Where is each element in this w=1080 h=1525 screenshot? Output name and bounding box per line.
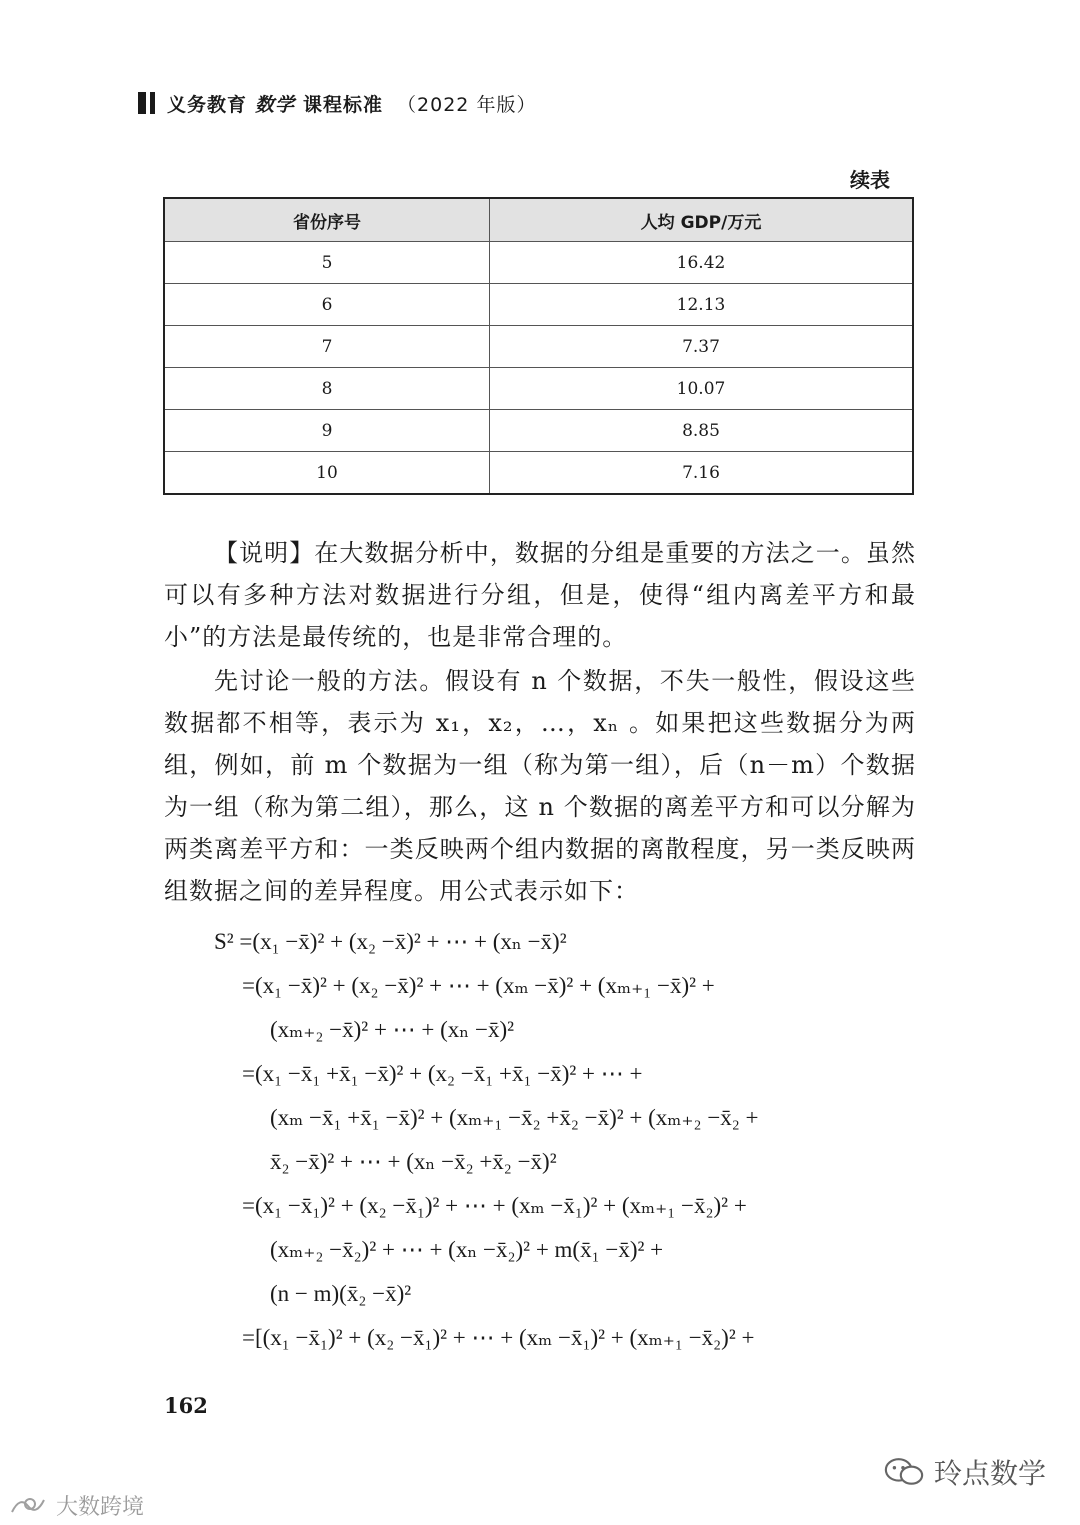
page-number: 162 (164, 1393, 208, 1418)
cell-gdp: 7.16 (490, 452, 914, 495)
header-title-suffix: 课程标准 (303, 93, 384, 116)
watermark-right-text: 玲点数学 (933, 1457, 1046, 1490)
cell-gdp: 8.85 (490, 410, 914, 452)
equation-line: (xₘ₊₂ −x̄₂)² + ⋯ + (xₙ −x̄₂)² + m(x̄₁ −x̄)² + (270, 1237, 664, 1262)
equation-line: (xₘ₊₂ −x̄)² + ⋯ + (xₙ −x̄)² (270, 1017, 515, 1042)
watermark-logo-icon (8, 1494, 48, 1518)
explanation-label: 【说明】 (214, 539, 315, 567)
equation-line: (xₘ −x̄₁ +x̄₁ −x̄)² + (xₘ₊₁ −x̄₂ +x̄₂ −x̄)² + (xₘ₊₂ −x̄₂ + (270, 1105, 759, 1130)
table-row (164, 410, 913, 452)
wechat-icon (882, 1456, 926, 1488)
header-title-prefix: 义务教育 (167, 93, 248, 116)
table-row (164, 284, 913, 326)
header-bar-thick (138, 92, 146, 114)
equation-line: =[(x₁ −x̄₁)² + (x₂ −x̄₁)² + ⋯ + (xₘ −x̄₁)² + (xₘ₊₁ −x̄₂)² + (242, 1325, 755, 1350)
cell-gdp: 10.07 (490, 368, 914, 410)
cell-province: 8 (164, 368, 490, 410)
explanation-text: 在大数据分析中，数据的分组是重要的方法之一。虽然可以有多种方法对数据进行分组，但是，使得“组内离差平方和最小”的方法是最传统的，也是非常合理的。 (164, 539, 916, 651)
explanation-paragraph (164, 532, 916, 658)
cell-gdp: 7.37 (490, 326, 914, 368)
table-caption: 续表 (850, 168, 890, 192)
table-row (164, 452, 913, 495)
watermark-left-text: 大数跨境 (56, 1495, 145, 1520)
equation-block (214, 920, 934, 1360)
gdp-table (163, 197, 914, 495)
table-row (164, 326, 913, 368)
cell-province: 5 (164, 242, 490, 284)
column-header-province: 省份序号 (164, 198, 490, 242)
table-row (164, 242, 913, 284)
equation-line: =(x₁ −x̄)² + (x₂ −x̄)² + ⋯ + (xₘ −x̄)² + (xₘ₊₁ −x̄)² + (242, 973, 715, 998)
header-bar-thin (150, 92, 155, 114)
equation-line: =(x₁ −x̄₁)² + (x₂ −x̄₁)² + ⋯ + (xₘ −x̄₁)² + (xₘ₊₁ −x̄₂)² + (242, 1193, 747, 1218)
cell-gdp: 12.13 (490, 284, 914, 326)
equation-line: x̄₂ −x̄)² + ⋯ + (xₙ −x̄₂ +x̄₂ −x̄)² (270, 1149, 557, 1174)
equation-line: =(x₁ −x̄₁ +x̄₁ −x̄)² + (x₂ −x̄₁ +x̄₁ −x̄)² + ⋯ + (242, 1061, 643, 1086)
cell-province: 10 (164, 452, 490, 495)
cell-province: 6 (164, 284, 490, 326)
cell-gdp: 16.42 (490, 242, 914, 284)
header-edition: （2022 年版） (397, 93, 537, 116)
table-row (164, 368, 913, 410)
cell-province: 9 (164, 410, 490, 452)
running-header (138, 86, 536, 120)
cell-province: 7 (164, 326, 490, 368)
header-title (167, 90, 536, 117)
equation-line: S² =(x₁ −x̄)² + (x₂ −x̄)² + ⋯ + (xₙ −x̄)² (214, 929, 567, 954)
watermark-left (8, 1490, 144, 1521)
equation-line: (n − m)(x̄₂ −x̄)² (270, 1281, 412, 1306)
method-paragraph: 先讨论一般的方法。假设有 n 个数据，不失一般性，假设这些数据都不相等，表示为 x₁，x₂，…，xₙ 。如果把这些数据分为两组，例如，前 m 个数据为一组（称为第一组），后（n－m）个数据为一组（称为第二组），那么，这 n 个数据的离差平方和可以分解为两类离差平方和：一类反映两个组内数据的离散程度，另一类反映两组数据之间的差异程度。用公式表示如下： (164, 667, 916, 905)
header-title-subject: 数学 (255, 93, 296, 116)
watermark-right (882, 1452, 1046, 1492)
table-header-row (164, 198, 913, 242)
column-header-gdp: 人均 GDP/万元 (490, 198, 914, 242)
